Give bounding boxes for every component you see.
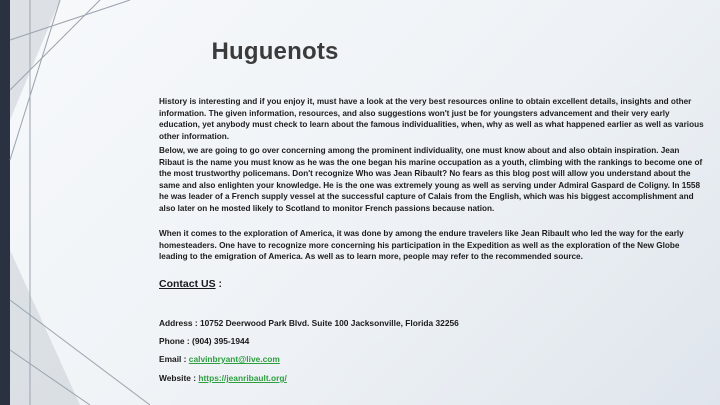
phone-line	[159, 336, 249, 346]
email-line	[159, 354, 280, 364]
address-label: Address :	[159, 318, 200, 328]
paragraph-america: When it comes to the exploration of America, it was done by among the endure travelers like Jean Ribault who led the way for the early homesteaders. One have to recognize more concerning his participation in the Expedition as well as the exploration of the New Globe leading to the emigration of America. As well as to learn more, people may refer to the recommended source.	[159, 229, 684, 262]
phone-label: Phone :	[159, 336, 193, 346]
email-link[interactable]: calvinbryant@live.com	[188, 354, 280, 364]
address-value: 10752 Deerwood Park Blvd. Suite 100 Jacksonville, Florida 32256	[199, 318, 459, 328]
website-link[interactable]: https://jeanribault.org/	[198, 373, 287, 383]
paragraph-intro: History is interesting and if you enjoy it, must have a look at the very best resources online to obtain excellent details, insights and other information. The given information, resources, and also suggestions won't just be for youngsters advancement and their very early education, yet anybody must check to learn about the famous individualities, when, why as well as what happened earlier as well as various other information.	[159, 97, 704, 141]
contact-heading-label: Contact US	[159, 278, 216, 290]
contact-heading-colon: :	[215, 278, 223, 290]
contact-heading	[159, 278, 222, 290]
decorative-lines	[0, 0, 150, 405]
phone-value: (904) 395-1944	[192, 336, 250, 346]
address-line	[159, 318, 459, 328]
website-line	[159, 373, 287, 383]
page-title: Huguenots	[211, 38, 339, 65]
website-label: Website :	[159, 373, 199, 383]
email-label: Email :	[159, 354, 189, 364]
paragraph-ribaut: Below, we are going to go over concerning among the prominent individuality, one must know about and also obtain inspiration. Jean Ribaut is the name you must know as he was the one began his marine occupation as a youth, climbing with the rankings to become one of the most trustworthy policemans. Don't recognize Who was Jean Ribault? No fears as this blog post will allow you understand about the same and also enlighten your knowledge. He is the one was extremely young as well as serving under Admiral Gaspard de Coligny. In 1558 he was leader of a French supply vessel at the successful capture of Calais from the English, which was his biggest accomplishment and also later on he mosted likely to Scotland to monitor French passions because nation.	[159, 146, 703, 213]
